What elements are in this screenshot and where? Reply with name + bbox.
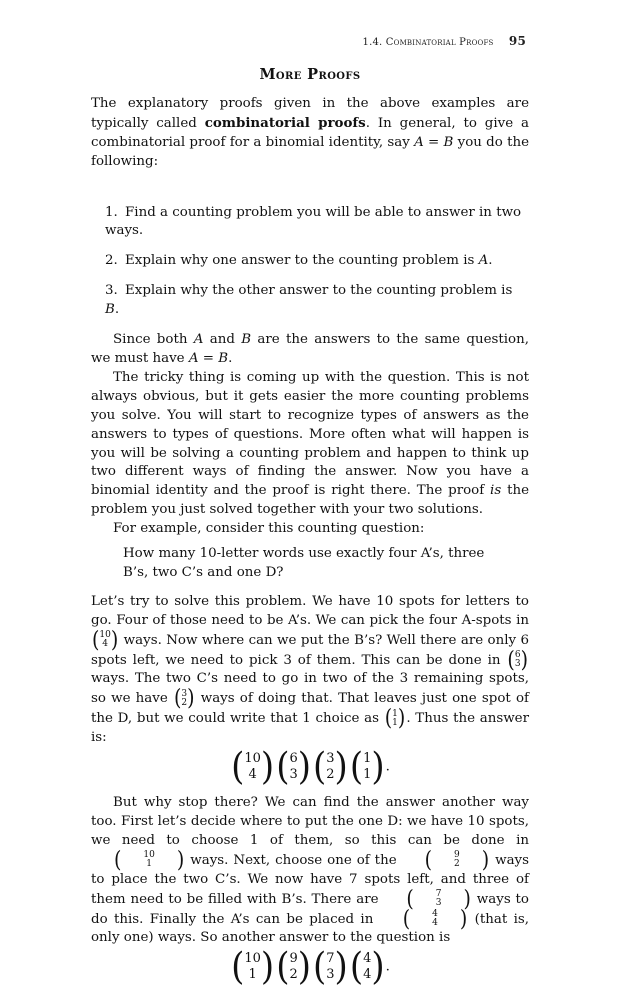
intro-bold-term: combinatorial proofs [204,114,366,131]
binom-top: 6 [514,650,521,661]
binom-bottom: 2 [181,697,188,708]
binom-top: 3 [326,751,335,767]
binom-top: 7 [326,951,335,967]
binom-bottom: 1 [146,859,153,870]
binom-top: 4 [363,951,372,967]
page-body [91,66,529,994]
text: ways. Now where can we put the B’s? Well there are only 6 spots left, we need to pick 3 of them. This can be done in [91,632,529,668]
binom-bottom: 4 [432,918,438,929]
binomial: ( 10 4 ) [231,745,275,790]
math-equation: A = B [188,350,229,366]
intro-text-2: . In general, to give a combinatorial proof for a binomial identity, say [91,115,529,150]
step-item [105,204,529,242]
binomial: ( 3 2 ) [173,685,195,712]
text: But why stop there? We can find the answer another way too. First let’s decide where to put the one D: we have 10 spots, we need to choose 1 of them, so this can be done in [91,795,529,848]
text: are the answers to the same question, we must have [91,332,530,366]
step-text: Explain why the other answer to the counting problem is [125,283,513,299]
text: ways to place the two C’s. We now have 7 spots left, and three of them need to be filled with B’s. There are [91,852,529,907]
first-answer-display: ( 10 4 ) ( 6 3 ) ( 3 2 ) ( 1 1 ) . [231,745,390,790]
binomial: ( 9 2 ) [424,846,490,873]
intro-equation: A = B [414,134,454,150]
step-number: 1. [105,204,118,220]
binom-top: 6 [289,751,298,767]
text: ways of doing that. That leaves just one spot of the D, but we could write that 1 choice as [91,691,529,727]
binom-bottom: 4 [102,639,109,650]
math-var: B [241,332,252,348]
header-section: 1.4. Combinatorial Proofs [362,37,494,48]
intro-text-1: The explanatory proofs given in the above examples are typically called [91,95,529,131]
text: The tricky thing is coming up with the question. This is not always obvious, but it gets easier the more counting problems you solve. You will start to recognize types of answers as the answers to types of questions. More often what will happen is you will be solving a counting problem and happen to think up two different ways of finding the answer. Now you have a binomial identity and the proof is right there. The proof [91,369,529,499]
binomial: ( 9 2 ) [276,945,311,990]
binomial: ( 1 1 ) [349,745,385,790]
binom-bottom: 3 [514,659,521,670]
binomial: ( 4 4 ) [349,945,385,990]
solve-paragraph [91,593,529,748]
binom-top: 9 [289,951,298,967]
binom-top: 3 [181,688,188,699]
binom-top: 1 [392,708,398,719]
binom-bottom: 3 [326,967,335,983]
binomial: ( 7 3 ) [313,945,348,990]
binomial: ( 4 4 ) [402,905,468,932]
binom-bottom: 1 [363,767,372,783]
binomial: ( 10 4 ) [92,626,119,653]
binomial: ( 1 1 ) [384,704,406,732]
binom-top: 10 [244,951,261,967]
binomial: ( 3 2 ) [313,745,348,790]
binom-bottom: 4 [363,967,372,983]
example-paragraph: For example, consider this counting question: [113,521,425,537]
binom-top: 9 [454,850,460,861]
binom-bottom: 1 [392,717,398,728]
math-var: A [193,332,204,348]
intro-paragraph [91,95,529,172]
step-variable: B [105,302,115,318]
text: Let’s try to solve this problem. We have 10 spots for letters to go. Four of those need to be A’s. We can pick the four A-spots in [91,593,529,628]
step-variable: A [478,253,489,269]
text: ways. Next, choose one of the [185,852,402,868]
step-item: 3. Explain why the other answer to the counting problem is B. [105,283,513,318]
binomial: ( 6 3 ) [507,646,528,673]
binom-bottom: 2 [289,967,298,983]
tricky-paragraph [91,369,529,520]
binom-top: 10 [143,850,155,861]
binom-bottom: 2 [454,859,460,870]
since-paragraph: Since both A and B are the answers to the same question, we must have A = B. [91,332,530,366]
binomial: ( 6 3 ) [276,745,311,790]
page-number: 95 [508,34,526,48]
step-number: 2. [105,253,118,269]
binom-top: 7 [435,889,442,900]
text: ways to do this. Finally the A’s can be placed in [91,891,529,927]
counting-question: How many 10-letter words use exactly four A’s, three B’s, two C’s and one D? [123,546,485,580]
why-paragraph [91,794,529,948]
second-answer-display: ( 10 1 ) ( 9 2 ) ( 7 3 ) ( 4 4 ) . [231,945,390,990]
text: the problem you just solved together with your two solutions. [91,483,529,518]
emphasis: is [490,483,502,499]
text: . Thus the answer is: [91,711,529,746]
binom-top: 4 [432,909,438,920]
running-header [363,34,526,48]
binomial: ( 10 1 ) [231,945,275,990]
binomial: ( 7 3 ) [406,885,471,912]
binom-bottom: 3 [435,898,442,909]
step-text: Explain why one answer to the counting problem is [125,253,479,269]
steps-list [91,204,529,321]
text: ways. The two C’s need to go in two of the 3 remaining spots, so we have [91,671,529,707]
text: Since both [113,332,194,348]
section-title: More Proofs [259,66,361,83]
binom-bottom: 1 [248,967,257,983]
text: (that is, only one) ways. So another answer to the question is [91,911,529,946]
binom-bottom: 2 [326,767,335,783]
binom-bottom: 3 [289,767,298,783]
binom-top: 1 [363,751,372,767]
binom-bottom: 4 [248,767,257,783]
binomial: ( 10 1 ) [114,846,185,873]
step-item: 2. Explain why one answer to the counting problem is A. [105,252,529,271]
binom-top: 10 [244,751,261,767]
text: and [203,332,242,348]
binom-top: 10 [99,630,111,641]
step-text: Find a counting problem you will be able to answer in two ways. [105,204,522,239]
step-number: 3. [105,283,118,299]
intro-text-3: you do the following: [91,134,529,169]
